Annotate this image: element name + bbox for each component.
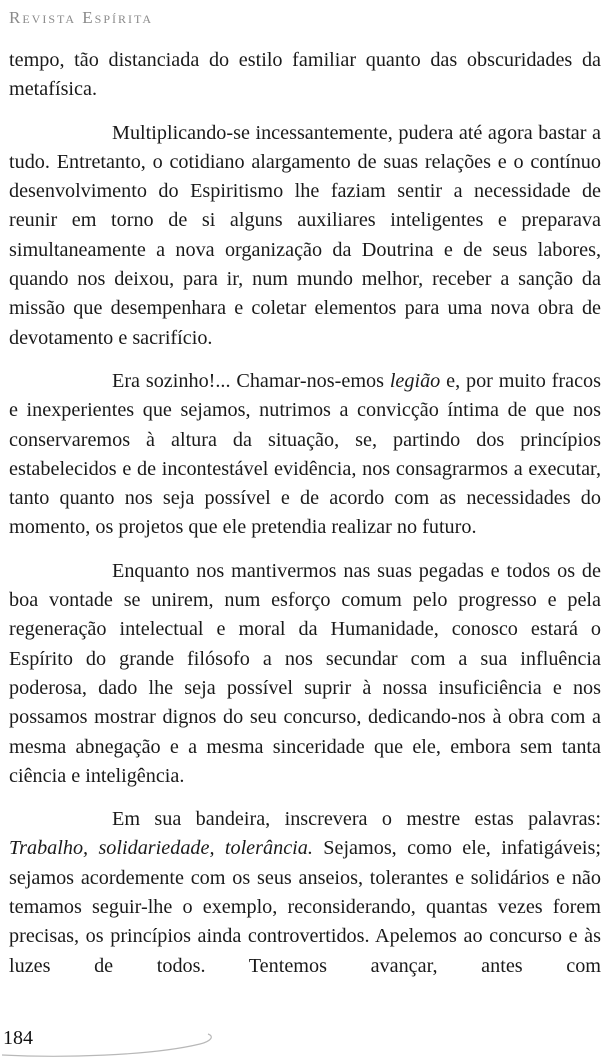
page-body [9, 46, 601, 981]
text-run: Sejamos, como ele, infatigáveis; sejamos acordemente com os seus anseios, tolerantes e solidários e não temamos seguir-lhe o exemplo, reconsiderando, quantas vezes forem precisas, os princípios ainda controvertidos. Apelemos ao concurso e às luzes de todos. Tentemos avançar, antes com [9, 837, 601, 977]
italic-run: legião [389, 369, 441, 392]
italic-run: Trabalho, solidariedade, tolerância. [9, 837, 313, 860]
running-head: Revista Espírita [9, 8, 154, 27]
paragraph-3 [9, 367, 601, 543]
footer [0, 1022, 230, 1058]
paragraph-2 [9, 119, 601, 353]
paragraph-1 [9, 46, 601, 105]
text-run: tempo, tão distanciada do estilo familiar quanto das obscuridades da metafísica. [9, 49, 601, 101]
text-run: Multiplicando-se incessantemente, pudera até agora bastar a tudo. Entretanto, o cotidiano alargamento de suas relações e o contínuo desenvolvimento do Espiritismo lhe faziam sentir a necessidade de reunir em torno de si alguns auxiliares inteligentes e preparava simultaneamente a nova organização da Doutrina e de seus labores, quando nos deixou, para ir, num mundo melhor, receber a sanção da missão que desempenhara e coletar elementos para uma nova obra de devotamento e sacrifício. [9, 121, 601, 349]
text-run: e, por muito fracos e inexperientes que sejamos, nutrimos a convicção íntima de que nos conservaremos à altura da situação, se, partindo dos princípios estabelecidos e de incontestável evidência, nos consagrarmos a executar, tanto quanto nos seja possível e de acordo com as necessidades do momento, os projetos que ele pretendia realizar no futuro. [9, 369, 601, 539]
paragraph-4 [9, 557, 601, 791]
page-number: 184 [3, 1027, 33, 1049]
text-run: Enquanto nos mantivermos nas suas pegadas e todos os de boa vontade se unirem, num esforço comum pelo progresso e pela regeneração intelectual e moral da Humanidade, conosco estará o Espírito do grande filósofo a nos secundar com a sua influência poderosa, dado lhe seja possível suprir à nossa insuficiência e nos possamos mostrar dignos do seu concurso, dedicando-nos à obra com a mesma abnegação e a mesma sinceridade que ele, embora sem tanta ciência e inteligência. [9, 559, 601, 787]
text-run: Era sozinho!... Chamar-nos-emos [112, 369, 390, 392]
paragraph-5 [9, 805, 601, 981]
text-run: Em sua bandeira, inscrevera o mestre estas palavras: [112, 808, 601, 831]
folio-swash-ornament [0, 1022, 230, 1058]
